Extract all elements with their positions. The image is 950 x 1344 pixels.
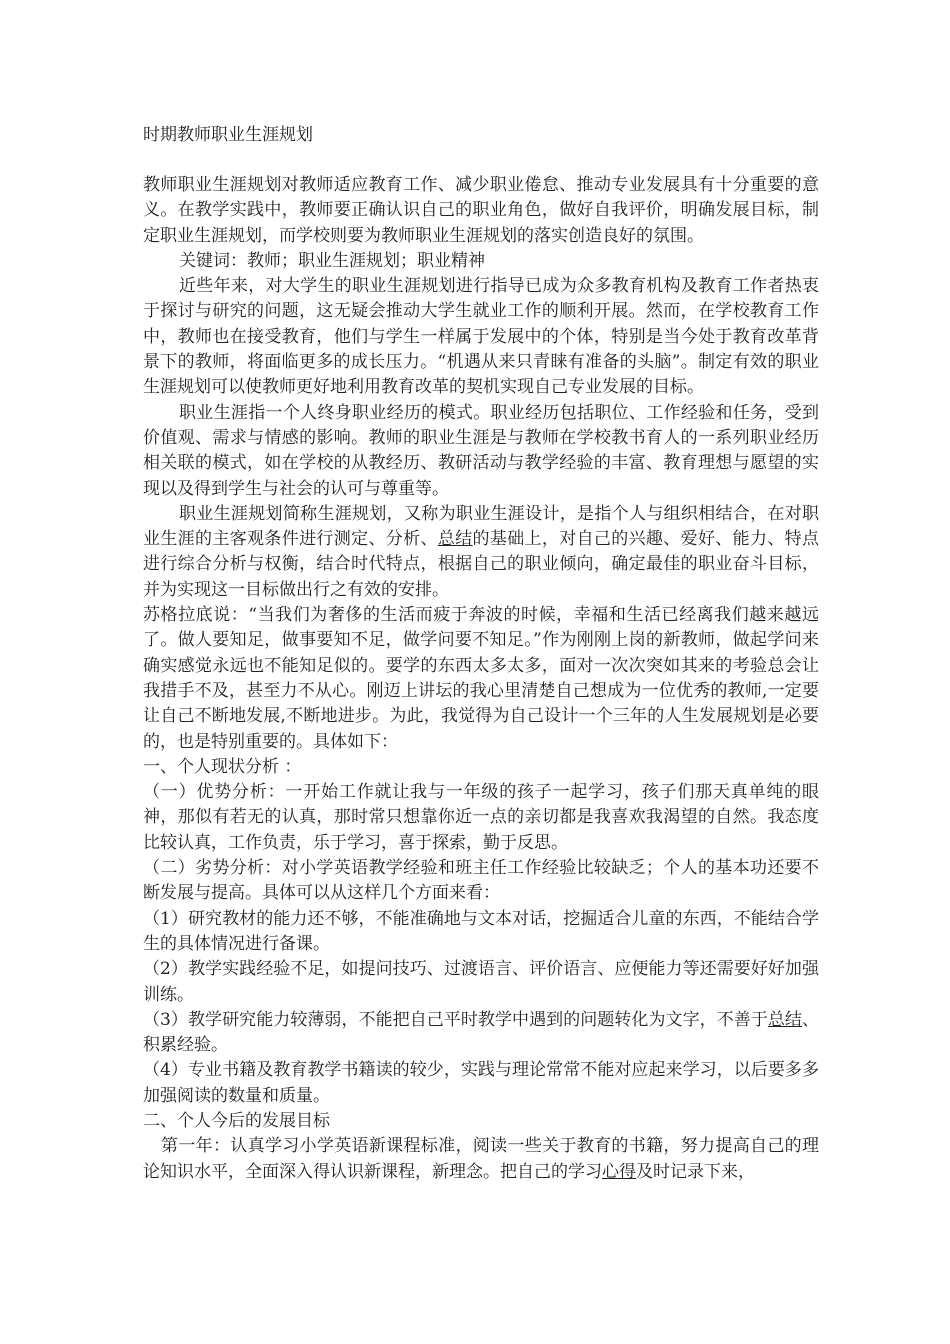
disadvantage-paragraph: （二）劣势分析：对小学英语教学经验和班主任工作经验比较缺乏；个人的基本功还要不断发展与提高。具体可以从这样几个方面来看： — [143, 858, 819, 904]
section-heading-1: 一、个人现状分析 ： — [143, 756, 302, 777]
career-plan-text-a: 职业生涯规划简称生涯规划，又称为职业生涯设计，是指个人与组织相结合，在对职业生涯的主客观条件进行测定、分析、 — [143, 503, 819, 550]
abstract-paragraph: 教师职业生涯规划对教师适应教育工作、减少职业倦怠、推动专业发展具有十分重要的意义。在教学实践中，教师要正确认识自己的职业角色，做好自我评价，明确发展目标，制定职业生涯规划，而学校则要为教师职业生涯规划的落实创造良好的氛围。 — [143, 175, 819, 246]
career-plan-text-b: 的基础上，对自己的兴趣、爱好、能力、特点进行综合分析与权衡，结合时代特点，根据自己的职业倾向，确定最佳的职业奋斗目标，并为实现这一目标做出行之有效的安排。 — [143, 529, 820, 600]
career-definition-paragraph: 职业生涯指一个人终身职业经历的模式。职业经历包括职位、工作经验和任务，受到价值观、需求与情感的影响。教师的职业生涯是与教师在学校教书育人的一系列职业经历相关联的模式，如在学校的从教经历、教研活动与教学经验的丰富、教育理想与愿望的实现以及得到学生与社会的认可与尊重等。 — [143, 402, 819, 499]
document-body — [143, 173, 819, 1185]
advantage-paragraph: （一）优势分析：一开始工作就让我与一年级的孩子一起学习，孩子们那天真单纯的眼神，那似有若无的认真，那时常只想靠你近一点的亲切都是我喜欢我渴望的自然。我态度比较认真，工作负责，乐于学习，喜于探索，勤于反思。 — [143, 782, 819, 853]
item-3-text-a: （3）教学研究能力较薄弱，不能把自己平时教学中遇到的问题转化为文字，不善于 — [143, 1009, 768, 1030]
year-1-text-b: 及时记录下来， — [636, 1161, 755, 1182]
socrates-paragraph: 苏格拉底说：“当我们为奢侈的生活而疲于奔波的时候，幸福和生活已经离我们越来越远了。做人要知足，做事要知不足，做学问要不知足。”作为刚刚上岗的新教师，做起学问来确实感觉永远也不能知足似的。要学的东西太多太多，面对一次次突如其来的考验总会让我措手不及，甚至力不从心。刚迈上讲坛的我心里清楚自己想成为一位优秀的教师,一定要让自己不断地发展,不断地进步。为此，我觉得为自己设计一个三年的人生发展规划是必要的，也是特别重要的。具体如下： — [143, 605, 819, 752]
intro-paragraph: 近些年来，对大学生的职业生涯规划进行指导已成为众多教育机构及教育工作者热衷于探讨与研究的问题，这无疑会推动大学生就业工作的顺利开展。然而，在学校教育工作中，教师也在接受教育，他们与学生一样属于发展中的个体，特别是当今处于教育改革背景下的教师，将面临更多的成长压力。“机遇从来只青睐有准备的头脑”。制定有效的职业生涯规划可以使教师更好地利用教育改革的契机实现自己专业发展的目标。 — [143, 276, 819, 398]
section-heading-2: 二、个人今后的发展目标 — [143, 1110, 330, 1131]
item-1-paragraph: （1）研究教材的能力还不够，不能准确地与文本对话，挖掘适合儿童的东西，不能结合学生的具体情况进行备课。 — [143, 908, 819, 954]
item-2-paragraph: （2）教学实践经验不足，如提问技巧、过渡语言、评价语言、应便能力等还需要好好加强训练。 — [143, 959, 819, 1005]
item-3-text-b: 、积累经验。 — [143, 1009, 819, 1056]
year-1-paragraph — [143, 1134, 819, 1185]
summary-link[interactable]: 总结 — [437, 529, 473, 550]
document-title: 时期教师职业生涯规划 — [143, 125, 313, 145]
item-4-paragraph: （4）专业书籍及教育教学书籍读的较少，实践与理论常常不能对应起来学习，以后要多多加强阅读的数量和质量。 — [143, 1060, 819, 1106]
keywords-line: 关键词：教师；职业生涯规划；职业精神 — [179, 250, 485, 271]
notes-link[interactable]: 心得 — [602, 1161, 636, 1182]
career-plan-paragraph — [143, 502, 819, 603]
year-1-text-a: 第一年：认真学习小学英语新课程标准，阅读一些关于教育的书籍，努力提高自己的理论知识水平，全面深入得认识新课程，新理念。把自己的学习 — [143, 1136, 819, 1182]
summary-link-2[interactable]: 总结 — [767, 1009, 802, 1030]
item-3-paragraph — [143, 1008, 819, 1059]
